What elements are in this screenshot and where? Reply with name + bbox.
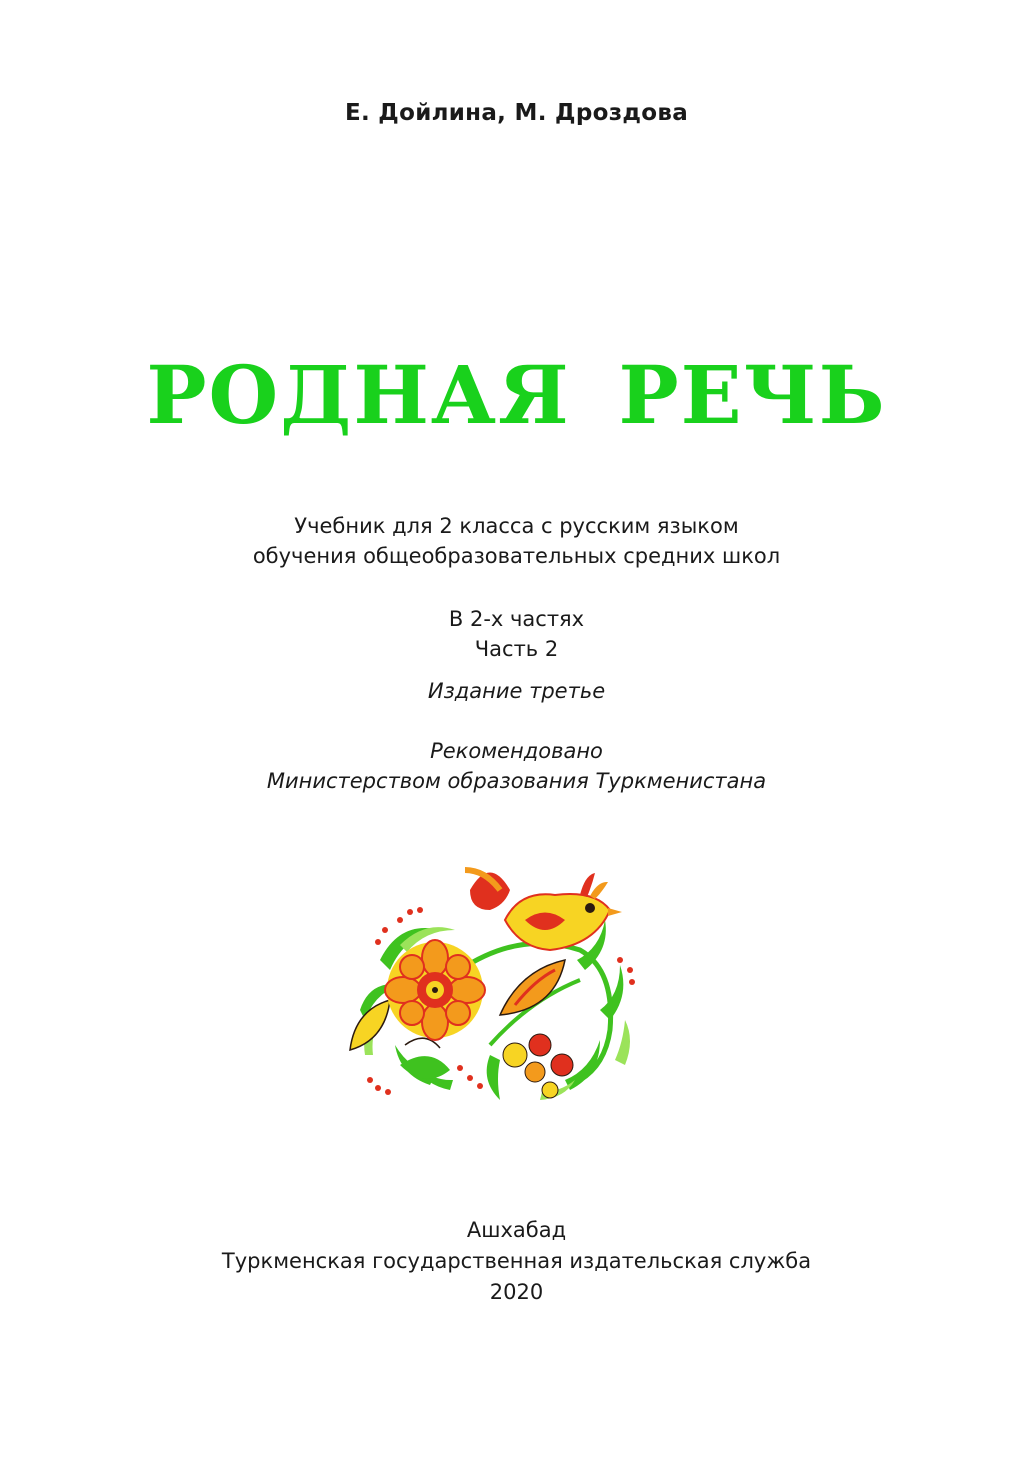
imprint-year: 2020 [489,1280,544,1304]
recommendation-line-1: Рекомендовано [430,739,603,763]
bird [465,870,622,950]
khokhloma-ornament-icon [340,850,650,1110]
edition: Издание третье [427,679,606,703]
subtitle-line-1: Учебник для 2 класса с русским языком [294,514,739,538]
book-subtitle [0,511,1033,571]
parts-count: В 2-х частях [448,607,585,631]
flower [385,940,485,1040]
subtitle-line-2: обучения общеобразовательных средних школ [252,544,781,568]
imprint-publisher: Туркменская государственная издательская служба [221,1249,812,1273]
imprint-city: Ашхабад [466,1218,567,1242]
parts-info [0,604,1033,664]
authors: Е. Дойлина, М. Дроздова [344,100,689,126]
book-title: РОДНАЯ РЕЧЬ [146,348,887,442]
recommendation-line-2: Министерством образования Туркменистана [266,769,767,793]
part-number: Часть 2 [474,637,559,661]
imprint [0,1215,1033,1308]
recommendation [0,736,1033,796]
